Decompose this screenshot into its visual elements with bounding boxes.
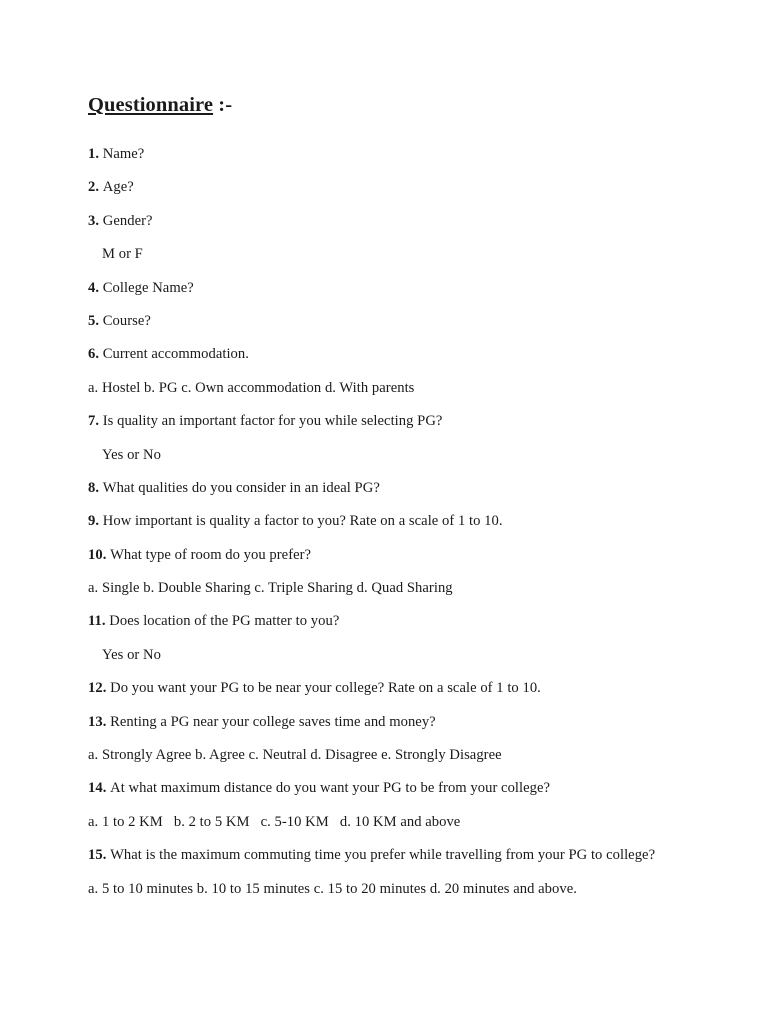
number-separator: . — [102, 847, 111, 864]
question-line — [88, 612, 708, 630]
question-line — [88, 312, 708, 330]
line-text: Yes or No — [102, 446, 161, 463]
question-number: 2 — [88, 179, 96, 196]
option-letter: a — [88, 747, 95, 764]
option-line — [88, 880, 708, 898]
question-line — [88, 713, 708, 731]
number-separator: . — [102, 713, 111, 730]
line-text: What type of room do you prefer? — [110, 546, 312, 563]
question-line — [88, 679, 708, 697]
number-separator: . — [102, 780, 111, 797]
question-number: 12 — [88, 680, 103, 697]
question-line — [88, 279, 708, 297]
question-number: 1 — [88, 146, 96, 162]
question-line — [88, 846, 708, 864]
option-letter: a — [88, 813, 95, 830]
question-number: 7 — [88, 413, 96, 430]
line-text: Single b. Double Sharing c. Triple Sharing d. Quad Sharing — [101, 580, 453, 597]
number-separator: . — [94, 813, 102, 830]
number-separator: . — [95, 279, 103, 296]
question-number: 9 — [88, 513, 96, 530]
answer-line — [88, 646, 708, 664]
question-number: 11 — [88, 613, 102, 630]
answer-line — [88, 446, 708, 464]
line-text: Do you want your PG to be near your college? Rate on a scale of 1 to 10. — [110, 680, 541, 697]
question-line — [88, 512, 708, 530]
page-title-suffix: :- — [213, 94, 233, 116]
number-separator: . — [95, 413, 103, 430]
question-number: 15 — [88, 847, 103, 864]
number-separator: . — [101, 613, 110, 630]
line-text: M or F — [102, 246, 143, 263]
question-line — [88, 412, 708, 430]
line-text: At what maximum distance do you want your PG to be from your college? — [110, 780, 551, 797]
number-separator: . — [95, 179, 103, 196]
number-separator: . — [95, 312, 103, 329]
number-separator: . — [102, 680, 111, 697]
answer-line — [88, 245, 708, 263]
option-letter: a — [88, 379, 95, 396]
line-text: How important is quality a factor to you? Rate on a scale of 1 to 10. — [102, 513, 503, 530]
number-separator: . — [95, 513, 103, 530]
number-separator: . — [94, 747, 102, 764]
number-separator: . — [102, 546, 111, 563]
page-title — [88, 92, 708, 118]
question-number: 10 — [88, 546, 103, 563]
line-text: Name? — [102, 146, 145, 162]
number-separator: . — [95, 479, 103, 496]
option-line — [88, 813, 708, 831]
document-body — [88, 92, 708, 898]
line-text: Does location of the PG matter to you? — [109, 613, 340, 630]
number-separator: . — [94, 379, 102, 396]
line-text: Hostel b. PG c. Own accommodation d. With parents — [101, 379, 415, 396]
number-separator: . — [95, 212, 103, 229]
question-number: 6 — [88, 346, 96, 363]
question-number: 5 — [88, 312, 96, 329]
line-text: 5 to 10 minutes b. 10 to 15 minutes c. 15 to 20 minutes d. 20 minutes and above. — [101, 880, 577, 897]
question-line — [88, 178, 708, 196]
line-text: Course? — [102, 312, 151, 329]
line-text: Age? — [102, 179, 134, 196]
line-text: Renting a PG near your college saves time and money? — [110, 713, 436, 730]
question-number: 3 — [88, 212, 96, 229]
line-text: Current accommodation. — [102, 346, 249, 363]
question-line — [88, 145, 708, 163]
option-line — [88, 579, 708, 597]
line-text: What qualities do you consider in an ideal PG? — [102, 479, 380, 496]
number-separator: . — [95, 346, 103, 363]
option-line — [88, 379, 708, 397]
question-line — [88, 546, 708, 564]
number-separator: . — [94, 580, 102, 597]
question-line — [88, 479, 708, 497]
page-title-main: Questionnaire — [88, 94, 214, 116]
questionnaire-list — [88, 145, 708, 898]
question-number: 14 — [88, 780, 103, 797]
question-number: 4 — [88, 279, 96, 296]
option-letter: a — [88, 880, 95, 897]
option-letter: a — [88, 580, 95, 597]
question-line — [88, 212, 708, 230]
line-text: Strongly Agree b. Agree c. Neutral d. Disagree e. Strongly Disagree — [101, 747, 502, 764]
line-text: College Name? — [102, 279, 194, 296]
line-text: Yes or No — [102, 646, 161, 663]
line-text: Is quality an important factor for you while selecting PG? — [102, 413, 443, 430]
question-line — [88, 779, 708, 797]
line-text: What is the maximum commuting time you prefer while travelling from your PG to college? — [110, 847, 656, 864]
option-line — [88, 746, 708, 764]
question-number: 13 — [88, 713, 103, 730]
number-separator: . — [94, 880, 102, 897]
question-line — [88, 345, 708, 363]
question-number: 8 — [88, 479, 96, 496]
line-text: Gender? — [102, 212, 153, 229]
number-separator: . — [95, 146, 103, 162]
line-text: 1 to 2 KM b. 2 to 5 KM c. 5-10 KM d. 10 KM and above — [101, 813, 461, 830]
